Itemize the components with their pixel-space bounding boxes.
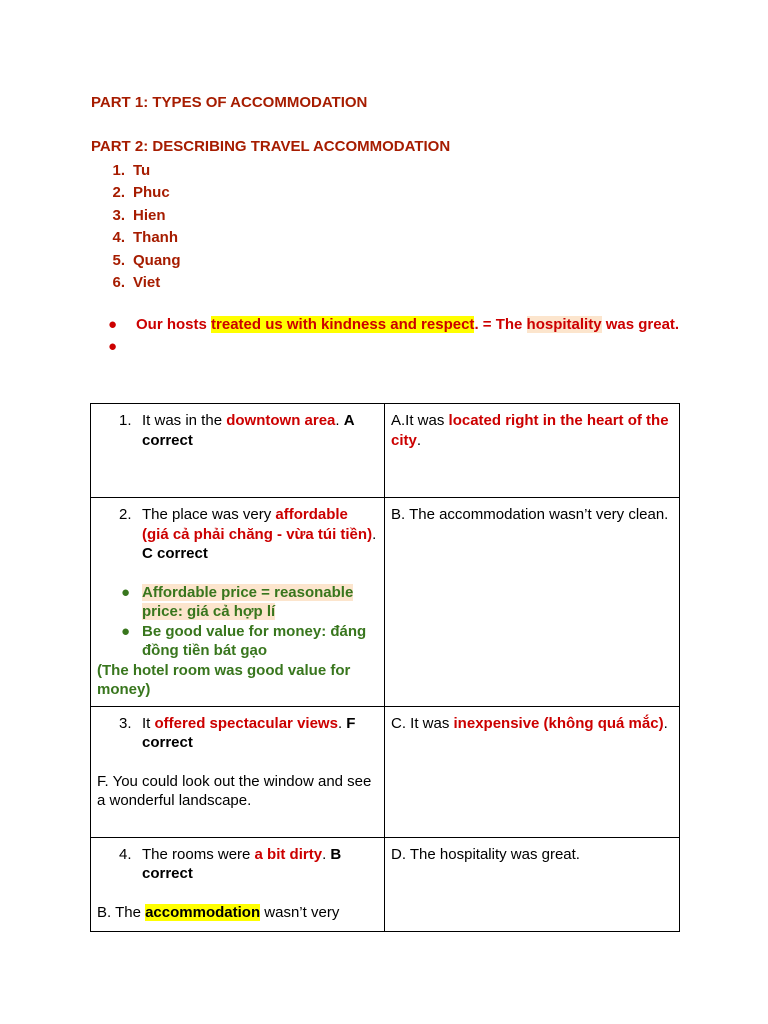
bullet-item-empty [108, 336, 688, 358]
table-cell: 1. It was in the downtown area. A correct [91, 404, 385, 498]
highlight-phrase: hospitality [526, 316, 602, 333]
table-cell: C. It was inexpensive (không quá mắc). [385, 706, 680, 837]
list-item: 1. Tu [112, 162, 151, 179]
bullet-list [108, 314, 688, 358]
list-item: 5. Quang [112, 251, 181, 269]
highlight-phrase: accommodation [145, 903, 261, 921]
list-item: 3. Hien [112, 206, 166, 224]
table-cell: A.It was located right in the heart of the city. [385, 404, 680, 498]
table-row [91, 404, 680, 498]
matching-table [90, 403, 680, 932]
table-row [91, 837, 680, 931]
table-cell: D. The hospitality was great. [385, 837, 680, 931]
answer-text: F. You could look out the window and see a wonderful landscape. [97, 772, 372, 809]
bullet-dot-icon: ● [121, 583, 131, 601]
bullet-item-hospitality: ● Our hosts treated us with kindness and respect. = The hospitality was great. [108, 314, 688, 336]
table-cell: B. The accommodation wasn’t very clean. [385, 498, 680, 707]
highlight-phrase: treated us with kindness and respect [211, 316, 475, 333]
list-item: 2. Phuc [112, 184, 170, 202]
table-cell: 3. It offered spectacular views. F correct F. You could look out the window and see a wonderful landscape. [91, 706, 385, 837]
example-note: (The hotel room was good value for money) [97, 661, 351, 698]
list-item: 4. Thanh [112, 229, 178, 247]
part1-heading: PART 1: TYPES OF ACCOMMODATION [91, 94, 368, 111]
list-item: ● Be good value for money: đáng đồng tiền bát gạo [121, 622, 367, 659]
bullet-dot-icon: ● [121, 622, 131, 640]
table-cell: 4. The rooms were a bit dirty. B correct B. The accommodation wasn’t very [91, 837, 385, 931]
table-row [91, 498, 680, 707]
part2-heading: PART 2: DESCRIBING TRAVEL ACCOMMODATION [91, 138, 451, 155]
list-item: 6. Viet [112, 273, 161, 291]
answer-text: B. The accommodation wasn’t very [97, 903, 340, 921]
bullet-dot-icon: ● [108, 338, 118, 355]
table-row [91, 706, 680, 837]
table-cell: 2. The place was very affordable (giá cả phải chăng - vừa túi tiền). C correct ● Affordable price = reasonable price: giá cả hợp lí ● Be good value for money: đáng đồng tiền bát gạo (The hotel room was good value for money) [91, 498, 385, 707]
list-item: ● Affordable price = reasonable price: giá cả hợp lí [121, 583, 354, 620]
bullet-dot-icon: ● [108, 316, 118, 333]
student-name-list [91, 160, 181, 294]
